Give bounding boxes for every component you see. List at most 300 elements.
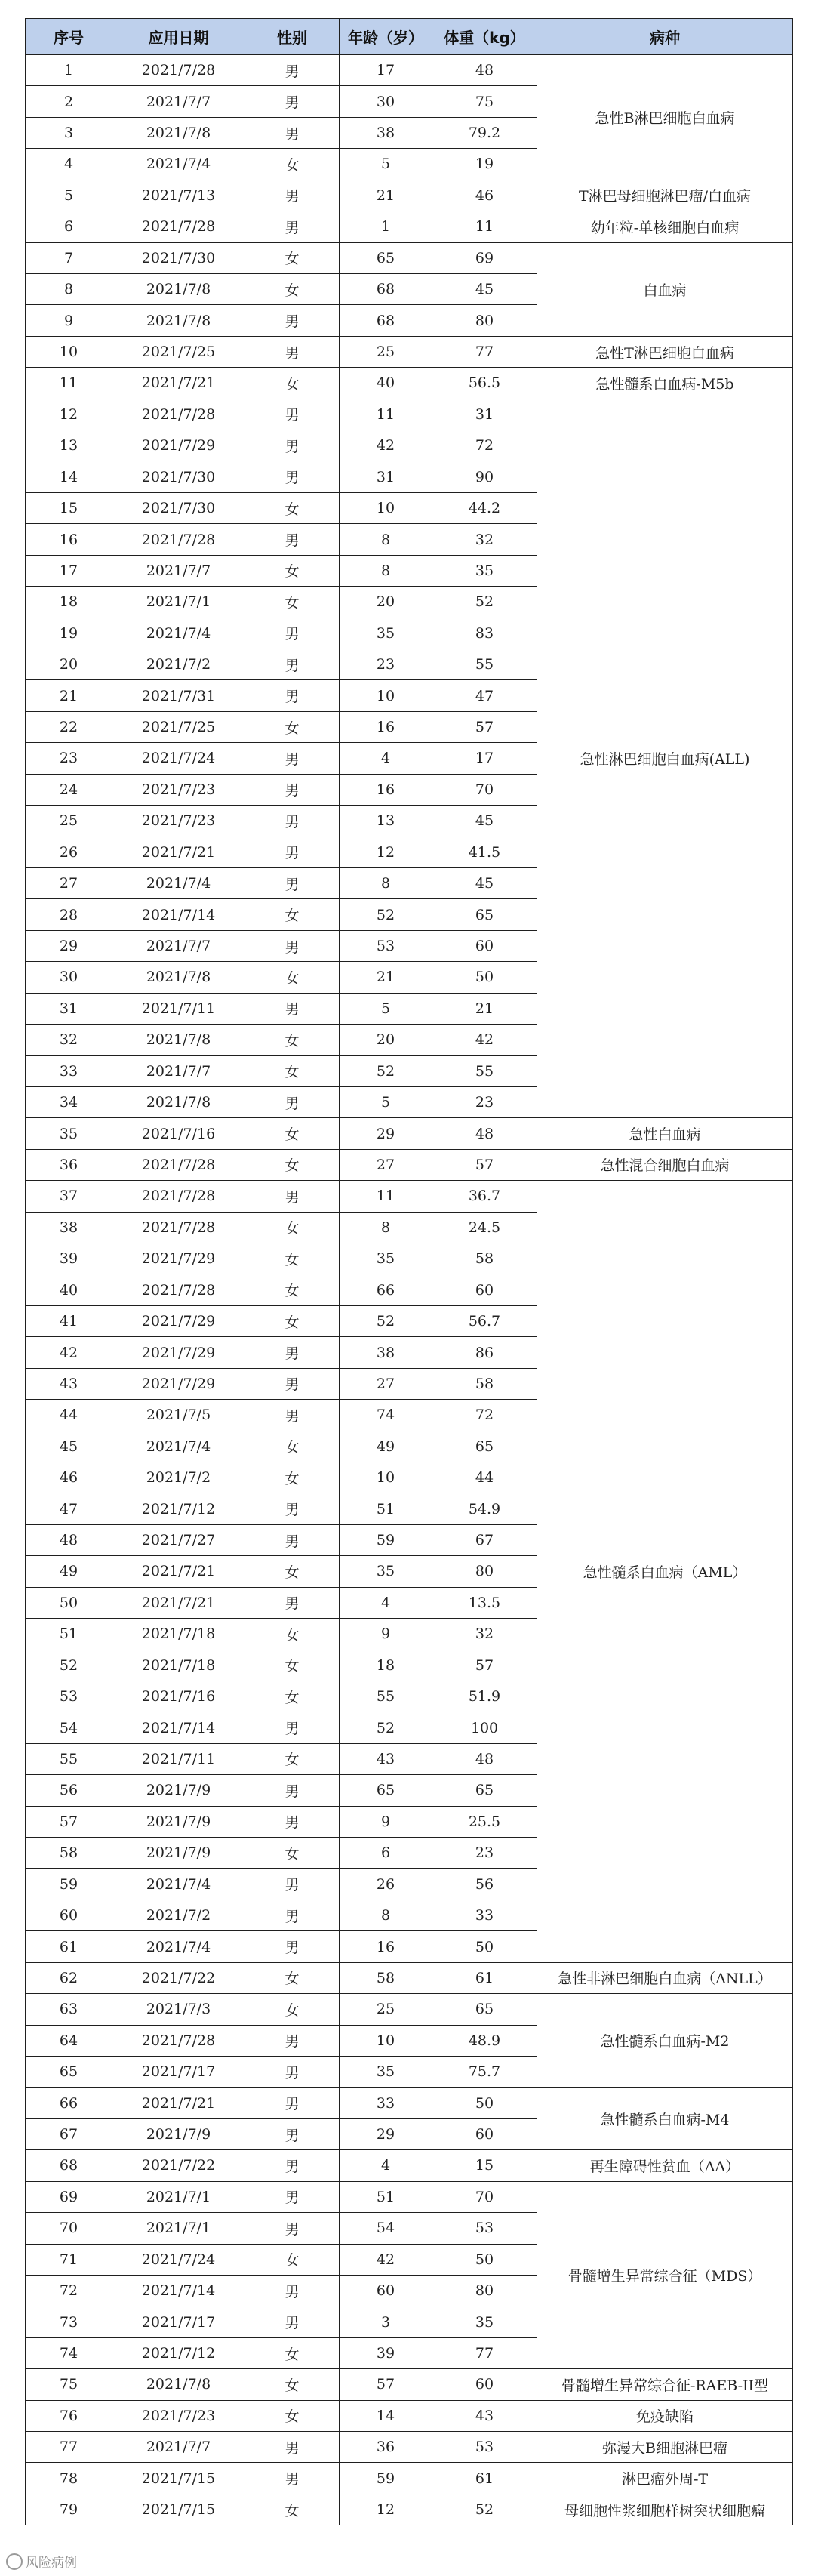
header-date: 应用日期 (112, 19, 245, 55)
cell-weight: 21 (432, 993, 537, 1024)
cell-weight: 80 (432, 2275, 537, 2306)
cell-serial: 75 (26, 2369, 112, 2400)
cell-age: 18 (340, 1650, 432, 1681)
cell-date: 2021/7/16 (112, 1681, 245, 1712)
watermark (6, 2552, 77, 2571)
cell-sex: 男 (245, 837, 340, 867)
cell-weight: 54.9 (432, 1493, 537, 1524)
cell-serial: 12 (26, 399, 112, 430)
cell-weight: 79.2 (432, 117, 537, 148)
cell-serial: 2 (26, 86, 112, 117)
cell-date: 2021/7/28 (112, 1181, 245, 1212)
cell-disease: 淋巴瘤外周-T (537, 2463, 793, 2494)
cell-weight: 24.5 (432, 1212, 537, 1243)
cell-weight: 58 (432, 1243, 537, 1274)
cell-serial: 31 (26, 993, 112, 1024)
cell-weight: 75.7 (432, 2057, 537, 2088)
cell-age: 13 (340, 806, 432, 837)
cell-age: 4 (340, 1587, 432, 1618)
cell-serial: 36 (26, 1149, 112, 1180)
cell-weight: 53 (432, 2213, 537, 2244)
cell-serial: 55 (26, 1743, 112, 1774)
cell-sex: 男 (245, 2025, 340, 2056)
cell-disease: 急性白血病 (537, 1118, 793, 1149)
cell-age: 65 (340, 242, 432, 273)
cell-sex: 男 (245, 399, 340, 430)
cell-age: 66 (340, 1274, 432, 1305)
table-row (26, 2463, 793, 2494)
cell-disease: 急性B淋巴细胞白血病 (537, 55, 793, 180)
cell-serial: 54 (26, 1712, 112, 1743)
cell-serial: 24 (26, 774, 112, 805)
cell-disease: 急性髓系白血病-M2 (537, 1994, 793, 2088)
table-row (26, 2088, 793, 2118)
cell-age: 25 (340, 1994, 432, 2025)
cell-serial: 22 (26, 711, 112, 742)
cell-serial: 18 (26, 587, 112, 618)
table-row (26, 55, 793, 86)
cell-date: 2021/7/23 (112, 806, 245, 837)
cell-serial: 15 (26, 492, 112, 523)
cell-sex: 男 (245, 305, 340, 336)
cell-sex: 女 (245, 2337, 340, 2368)
cell-weight: 45 (432, 867, 537, 898)
cell-disease: 免疫缺陷 (537, 2400, 793, 2431)
cell-sex: 男 (245, 2463, 340, 2494)
cell-sex: 男 (245, 1900, 340, 1930)
cell-serial: 21 (26, 680, 112, 711)
cell-disease: 急性T淋巴细胞白血病 (537, 336, 793, 367)
cell-sex: 女 (245, 555, 340, 586)
cell-sex: 男 (245, 1086, 340, 1117)
cell-weight: 72 (432, 430, 537, 461)
table-row (26, 2400, 793, 2431)
cell-age: 52 (340, 1305, 432, 1336)
cell-weight: 51.9 (432, 1681, 537, 1712)
cell-serial: 45 (26, 1431, 112, 1462)
cell-sex: 男 (245, 461, 340, 492)
cell-age: 40 (340, 368, 432, 399)
cell-weight: 61 (432, 1962, 537, 1993)
cell-age: 8 (340, 867, 432, 898)
cell-age: 42 (340, 2244, 432, 2275)
cell-sex: 女 (245, 1838, 340, 1869)
cell-sex: 男 (245, 2213, 340, 2244)
cell-date: 2021/7/7 (112, 86, 245, 117)
cell-age: 9 (340, 1806, 432, 1837)
cell-weight: 56.7 (432, 1305, 537, 1336)
cell-weight: 65 (432, 1431, 537, 1462)
cell-weight: 77 (432, 2337, 537, 2368)
cell-sex: 男 (245, 1337, 340, 1368)
cell-age: 52 (340, 1712, 432, 1743)
cell-date: 2021/7/28 (112, 55, 245, 86)
cell-serial: 73 (26, 2306, 112, 2337)
cell-weight: 48 (432, 1118, 537, 1149)
cell-weight: 50 (432, 962, 537, 993)
cell-age: 35 (340, 1556, 432, 1587)
cell-weight: 44 (432, 1462, 537, 1493)
cell-weight: 52 (432, 2494, 537, 2525)
cell-sex: 男 (245, 2118, 340, 2149)
cell-date: 2021/7/30 (112, 492, 245, 523)
cell-age: 17 (340, 55, 432, 86)
cell-date: 2021/7/29 (112, 1368, 245, 1399)
cell-age: 38 (340, 1337, 432, 1368)
cell-sex: 女 (245, 2400, 340, 2431)
cell-weight: 41.5 (432, 837, 537, 867)
cell-sex: 女 (245, 1681, 340, 1712)
cell-age: 14 (340, 2400, 432, 2431)
header-serial: 序号 (26, 19, 112, 55)
cell-sex: 男 (245, 1869, 340, 1900)
cell-serial: 19 (26, 618, 112, 649)
cell-age: 68 (340, 273, 432, 304)
cell-age: 31 (340, 461, 432, 492)
cell-serial: 56 (26, 1775, 112, 1806)
cell-sex: 女 (245, 1243, 340, 1274)
cell-age: 12 (340, 2494, 432, 2525)
cell-date: 2021/7/16 (112, 1118, 245, 1149)
cell-sex: 男 (245, 2275, 340, 2306)
cell-sex: 女 (245, 1650, 340, 1681)
cell-date: 2021/7/18 (112, 1650, 245, 1681)
table-row (26, 399, 793, 430)
cell-sex: 男 (245, 180, 340, 211)
cell-date: 2021/7/25 (112, 336, 245, 367)
cell-weight: 80 (432, 305, 537, 336)
cell-sex: 男 (245, 1775, 340, 1806)
cell-age: 4 (340, 743, 432, 774)
cell-date: 2021/7/15 (112, 2463, 245, 2494)
cell-date: 2021/7/28 (112, 1149, 245, 1180)
cell-date: 2021/7/25 (112, 711, 245, 742)
cell-age: 35 (340, 1243, 432, 1274)
cell-serial: 9 (26, 305, 112, 336)
cell-sex: 男 (245, 1806, 340, 1837)
cell-age: 20 (340, 1025, 432, 1055)
cell-serial: 41 (26, 1305, 112, 1336)
cell-sex: 男 (245, 211, 340, 242)
cell-sex: 女 (245, 1962, 340, 1993)
cell-serial: 76 (26, 2400, 112, 2431)
cell-age: 10 (340, 680, 432, 711)
cell-weight: 83 (432, 618, 537, 649)
cell-age: 74 (340, 1400, 432, 1431)
cell-weight: 36.7 (432, 1181, 537, 1212)
table-row (26, 242, 793, 273)
cell-weight: 45 (432, 806, 537, 837)
cell-age: 16 (340, 711, 432, 742)
cell-date: 2021/7/1 (112, 587, 245, 618)
cell-date: 2021/7/14 (112, 899, 245, 930)
cell-date: 2021/7/9 (112, 2118, 245, 2149)
cell-date: 2021/7/28 (112, 1274, 245, 1305)
cell-date: 2021/7/8 (112, 305, 245, 336)
cell-weight: 86 (432, 1337, 537, 1368)
cell-sex: 女 (245, 492, 340, 523)
cell-age: 43 (340, 1743, 432, 1774)
cell-sex: 男 (245, 2088, 340, 2118)
header-weight: 体重（kg） (432, 19, 537, 55)
cell-serial: 37 (26, 1181, 112, 1212)
cell-date: 2021/7/30 (112, 461, 245, 492)
cell-date: 2021/7/28 (112, 524, 245, 555)
cell-disease: 急性髓系白血病（AML） (537, 1181, 793, 1963)
cell-serial: 67 (26, 2118, 112, 2149)
header-row (26, 19, 793, 55)
cell-weight: 57 (432, 1149, 537, 1180)
cell-sex: 女 (245, 368, 340, 399)
cell-serial: 4 (26, 149, 112, 180)
cell-sex: 女 (245, 587, 340, 618)
table-row (26, 2432, 793, 2463)
cell-disease: 急性淋巴细胞白血病(ALL) (537, 399, 793, 1118)
cell-weight: 56 (432, 1869, 537, 1900)
patient-table (25, 18, 793, 2525)
cell-sex: 男 (245, 2150, 340, 2181)
cell-serial: 44 (26, 1400, 112, 1431)
cell-serial: 47 (26, 1493, 112, 1524)
table-row (26, 180, 793, 211)
cell-date: 2021/7/4 (112, 1931, 245, 1962)
cell-sex: 女 (245, 711, 340, 742)
cell-serial: 25 (26, 806, 112, 837)
cell-serial: 46 (26, 1462, 112, 1493)
cell-date: 2021/7/15 (112, 2494, 245, 2525)
cell-weight: 70 (432, 2181, 537, 2212)
cell-date: 2021/7/5 (112, 1400, 245, 1431)
cell-sex: 男 (245, 618, 340, 649)
cell-sex: 男 (245, 55, 340, 86)
cell-weight: 52 (432, 587, 537, 618)
cell-age: 16 (340, 774, 432, 805)
cell-age: 39 (340, 2337, 432, 2368)
cell-serial: 38 (26, 1212, 112, 1243)
cell-date: 2021/7/8 (112, 273, 245, 304)
cell-serial: 64 (26, 2025, 112, 2056)
cell-weight: 33 (432, 1900, 537, 1930)
cell-weight: 67 (432, 1524, 537, 1555)
cell-serial: 6 (26, 211, 112, 242)
cell-age: 65 (340, 1775, 432, 1806)
cell-date: 2021/7/7 (112, 555, 245, 586)
cell-age: 8 (340, 555, 432, 586)
cell-sex: 男 (245, 1368, 340, 1399)
cell-date: 2021/7/17 (112, 2306, 245, 2337)
cell-weight: 32 (432, 1619, 537, 1650)
cell-date: 2021/7/21 (112, 2088, 245, 2118)
cell-weight: 31 (432, 399, 537, 430)
cell-serial: 26 (26, 837, 112, 867)
cell-serial: 14 (26, 461, 112, 492)
cell-disease: T淋巴母细胞淋巴瘤/白血病 (537, 180, 793, 211)
cell-sex: 男 (245, 1524, 340, 1555)
cell-age: 10 (340, 492, 432, 523)
cell-sex: 男 (245, 2306, 340, 2337)
cell-disease: 急性髓系白血病-M4 (537, 2088, 793, 2150)
cell-serial: 78 (26, 2463, 112, 2494)
cell-sex: 女 (245, 1055, 340, 1086)
cell-weight: 53 (432, 2432, 537, 2463)
cell-sex: 男 (245, 867, 340, 898)
cell-serial: 57 (26, 1806, 112, 1837)
cell-date: 2021/7/31 (112, 680, 245, 711)
cell-serial: 27 (26, 867, 112, 898)
cell-weight: 80 (432, 1556, 537, 1587)
cell-age: 8 (340, 1212, 432, 1243)
cell-sex: 女 (245, 242, 340, 273)
cell-sex: 女 (245, 2369, 340, 2400)
cell-weight: 60 (432, 1274, 537, 1305)
cell-weight: 65 (432, 899, 537, 930)
cell-serial: 40 (26, 1274, 112, 1305)
cell-age: 21 (340, 962, 432, 993)
header-disease: 病种 (537, 19, 793, 55)
cell-sex: 男 (245, 86, 340, 117)
cell-sex: 男 (245, 2057, 340, 2088)
cell-sex: 女 (245, 2244, 340, 2275)
cell-disease: 急性髓系白血病-M5b (537, 368, 793, 399)
cell-serial: 29 (26, 930, 112, 961)
cell-weight: 77 (432, 336, 537, 367)
cell-weight: 25.5 (432, 1806, 537, 1837)
cell-serial: 33 (26, 1055, 112, 1086)
cell-serial: 61 (26, 1931, 112, 1962)
cell-disease: 幼年粒-单核细胞白血病 (537, 211, 793, 242)
cell-age: 51 (340, 2181, 432, 2212)
table-row (26, 1118, 793, 1149)
cell-date: 2021/7/8 (112, 2369, 245, 2400)
cell-serial: 63 (26, 1994, 112, 2025)
cell-date: 2021/7/27 (112, 1524, 245, 1555)
cell-age: 25 (340, 336, 432, 367)
cell-age: 26 (340, 1869, 432, 1900)
cell-sex: 男 (245, 774, 340, 805)
cell-age: 30 (340, 86, 432, 117)
cell-date: 2021/7/2 (112, 1462, 245, 1493)
cell-weight: 32 (432, 524, 537, 555)
table-header (26, 19, 793, 55)
cell-serial: 72 (26, 2275, 112, 2306)
cell-age: 53 (340, 930, 432, 961)
cell-date: 2021/7/8 (112, 1086, 245, 1117)
cell-sex: 女 (245, 1212, 340, 1243)
cell-date: 2021/7/14 (112, 2275, 245, 2306)
cell-age: 68 (340, 305, 432, 336)
cell-date: 2021/7/22 (112, 2150, 245, 2181)
table-row (26, 1962, 793, 1993)
cell-sex: 女 (245, 962, 340, 993)
cell-sex: 男 (245, 649, 340, 680)
cell-age: 52 (340, 899, 432, 930)
cell-date: 2021/7/28 (112, 2025, 245, 2056)
cell-age: 27 (340, 1149, 432, 1180)
cell-sex: 男 (245, 524, 340, 555)
cell-age: 52 (340, 1055, 432, 1086)
cell-weight: 11 (432, 211, 537, 242)
cell-sex: 男 (245, 1181, 340, 1212)
cell-weight: 47 (432, 680, 537, 711)
cell-age: 33 (340, 2088, 432, 2118)
cell-serial: 65 (26, 2057, 112, 2088)
cell-sex: 女 (245, 1431, 340, 1462)
cell-weight: 48.9 (432, 2025, 537, 2056)
cell-sex: 男 (245, 743, 340, 774)
cell-serial: 52 (26, 1650, 112, 1681)
cell-weight: 17 (432, 743, 537, 774)
cell-disease: 骨髓增生异常综合征（MDS） (537, 2181, 793, 2369)
cell-date: 2021/7/4 (112, 867, 245, 898)
cell-date: 2021/7/7 (112, 930, 245, 961)
cell-serial: 17 (26, 555, 112, 586)
cell-date: 2021/7/28 (112, 1212, 245, 1243)
cell-serial: 77 (26, 2432, 112, 2463)
cell-weight: 69 (432, 242, 537, 273)
cell-age: 9 (340, 1619, 432, 1650)
cell-date: 2021/7/13 (112, 180, 245, 211)
cell-serial: 5 (26, 180, 112, 211)
cell-sex: 男 (245, 1712, 340, 1743)
cell-age: 1 (340, 211, 432, 242)
camera-logo-icon (6, 2553, 23, 2570)
cell-age: 42 (340, 430, 432, 461)
cell-age: 29 (340, 2118, 432, 2149)
cell-age: 4 (340, 2150, 432, 2181)
cell-sex: 女 (245, 1619, 340, 1650)
cell-date: 2021/7/7 (112, 1055, 245, 1086)
cell-age: 16 (340, 1931, 432, 1962)
cell-age: 59 (340, 1524, 432, 1555)
cell-serial: 42 (26, 1337, 112, 1368)
cell-date: 2021/7/23 (112, 774, 245, 805)
cell-date: 2021/7/11 (112, 993, 245, 1024)
cell-age: 58 (340, 1962, 432, 1993)
cell-age: 35 (340, 618, 432, 649)
cell-date: 2021/7/29 (112, 430, 245, 461)
cell-age: 59 (340, 2463, 432, 2494)
cell-serial: 32 (26, 1025, 112, 1055)
cell-sex: 女 (245, 1994, 340, 2025)
cell-age: 23 (340, 649, 432, 680)
cell-sex: 男 (245, 680, 340, 711)
cell-date: 2021/7/4 (112, 618, 245, 649)
cell-serial: 49 (26, 1556, 112, 1587)
cell-serial: 35 (26, 1118, 112, 1149)
cell-serial: 66 (26, 2088, 112, 2118)
cell-date: 2021/7/9 (112, 1775, 245, 1806)
cell-weight: 50 (432, 2244, 537, 2275)
table-row (26, 1994, 793, 2025)
cell-age: 8 (340, 1900, 432, 1930)
cell-date: 2021/7/21 (112, 1556, 245, 1587)
cell-disease: 骨髓增生异常综合征-RAEB-II型 (537, 2369, 793, 2400)
cell-date: 2021/7/17 (112, 2057, 245, 2088)
cell-weight: 55 (432, 649, 537, 680)
cell-date: 2021/7/12 (112, 2337, 245, 2368)
cell-age: 11 (340, 399, 432, 430)
cell-weight: 60 (432, 2118, 537, 2149)
cell-serial: 60 (26, 1900, 112, 1930)
cell-age: 60 (340, 2275, 432, 2306)
cell-age: 21 (340, 180, 432, 211)
table-body (26, 55, 793, 2525)
cell-weight: 72 (432, 1400, 537, 1431)
cell-serial: 43 (26, 1368, 112, 1399)
cell-date: 2021/7/12 (112, 1493, 245, 1524)
cell-age: 49 (340, 1431, 432, 1462)
cell-date: 2021/7/24 (112, 743, 245, 774)
